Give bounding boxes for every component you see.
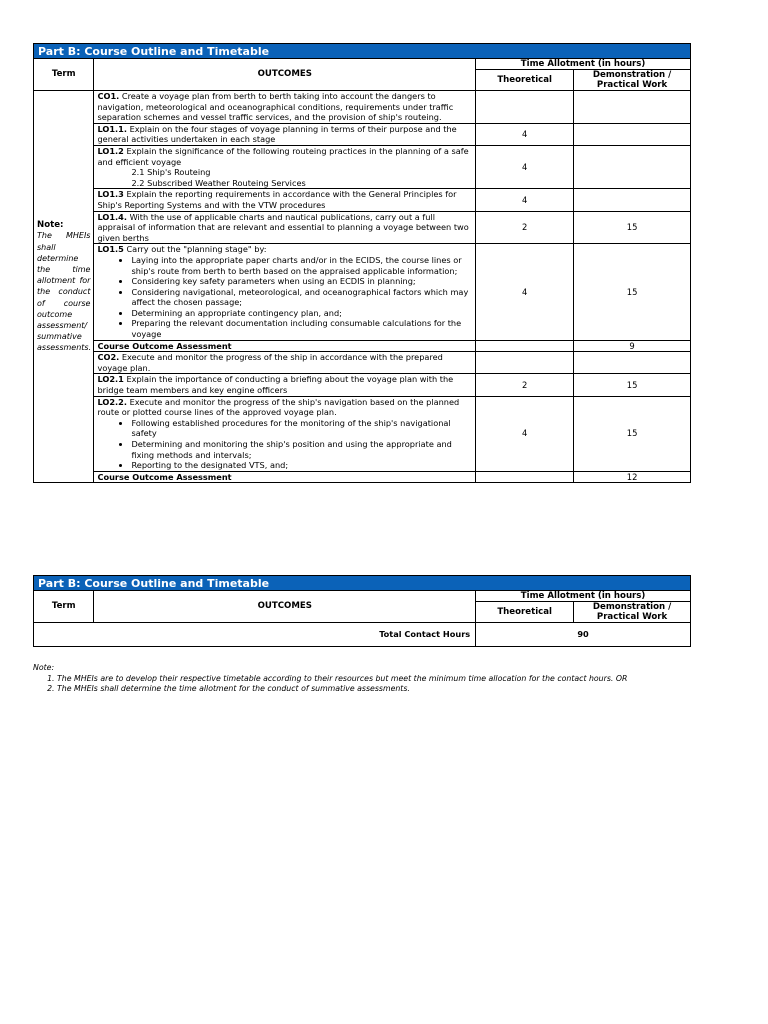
term-note-label: Note: [37, 219, 64, 230]
outcome-code: LO1.3 [97, 189, 124, 200]
outcome-cell [94, 91, 476, 124]
table-row [34, 374, 691, 396]
theoretical-hours [476, 471, 574, 483]
outcome-text: Explain the importance of conducting a briefing about the voyage plan with the bridge team members and key engine officers [97, 374, 454, 396]
outcome-cell [94, 123, 476, 145]
outcome-cell [94, 396, 476, 471]
outcome-text: With the use of applicable charts and nautical publications, carry out a full appraisal of information that are relevant and essential to planning a voyage between two given berths [97, 211, 469, 243]
theoretical-hours: 4 [476, 123, 574, 145]
demonstration-hours: 15 [574, 244, 691, 340]
outcome-code: CO2. [97, 352, 120, 363]
theoretical-hours: 4 [476, 244, 574, 340]
total-contact-hours-value: 90 [476, 623, 691, 647]
outcome-cell [94, 244, 476, 340]
outcome-text: Create a voyage plan from berth to berth taking into account the dangers to navigation, meteorological and oceanographical conditions, requirements under traffic separation schemes and vessel traffic services, and the provision of ship's routeing. [97, 91, 454, 123]
time-allotment-header: Time Allotment (in hours) [476, 59, 691, 70]
demonstration-header: Demonstration / Practical Work [574, 602, 691, 623]
theoretical-header: Theoretical [476, 70, 574, 91]
theoretical-hours: 2 [476, 374, 574, 396]
course-outline-summary-section [33, 575, 691, 647]
outcome-cell [94, 211, 476, 244]
table-row [34, 471, 691, 483]
outcome-text: Explain the significance of the following routeing practices in the planning of a safe and efficient voyage [97, 145, 469, 167]
theoretical-hours [476, 91, 574, 124]
outcome-cell [94, 145, 476, 188]
outcome-code: LO2.1 [97, 374, 124, 385]
demonstration-hours: 12 [574, 471, 691, 483]
outcome-code: LO1.1. [97, 123, 127, 134]
footnote-label: Note: [33, 663, 55, 672]
time-allotment-header: Time Allotment (in hours) [476, 591, 691, 602]
course-outline-section [33, 43, 691, 483]
contact-hours-table [33, 590, 691, 647]
bullet-item: • Determining an appropriate contingency plan, and; [131, 308, 472, 319]
term-note-text: The MHEIs shall determine the time allotment for the conduct of course outcome assessment/ summative assessments. [37, 231, 92, 353]
table-row [34, 396, 691, 471]
table-row [34, 145, 691, 188]
footnote-list [33, 674, 693, 695]
total-row [34, 623, 691, 647]
bullet-item: • Considering navigational, meteorological, and oceanographical factors which may affect the chosen passage; [131, 287, 472, 308]
outcome-code: LO1.4. [97, 211, 127, 222]
table-row [34, 189, 691, 211]
bullet-item: • Following established procedures for the monitoring of the ship's navigational safety [131, 418, 472, 439]
footnote-item: 2. The MHEIs shall determine the time allotment for the conduct of summative assessments. [57, 684, 693, 695]
demonstration-hours: 9 [574, 340, 691, 352]
term-header: Term [34, 591, 94, 623]
table-row [34, 123, 691, 145]
table-row [34, 352, 691, 374]
outcome-text: Explain the reporting requirements in accordance with the General Principles for Ship's Reporting Systems and with the VTW procedures [97, 189, 457, 210]
table-row [34, 244, 691, 340]
outcome-text: Carry out the "planning stage" by: [126, 244, 267, 255]
bullet-item: • Laying into the appropriate paper charts and/or in the ECIDS, the course lines or ship's route from berth to berth based on the appraised applicable information; [131, 255, 472, 276]
outcome-text: Explain on the four stages of voyage planning in terms of their purpose and the general activities undertaken in each stage [97, 123, 457, 145]
outcome-text: Execute and monitor the progress of the ship's navigation based on the planned route or plotted course lines of the approved voyage plan. [97, 396, 460, 418]
theoretical-hours: 4 [476, 145, 574, 188]
bullet-item: • Preparing the relevant documentation including consumable calculations for the voyage [131, 318, 472, 339]
outcome-cell [94, 189, 476, 211]
bullet-item: • Reporting to the designated VTS, and; [131, 460, 472, 471]
section-title-banner: Part B: Course Outline and Timetable [33, 43, 691, 58]
table-row [34, 340, 691, 352]
assessment-label: Course Outcome Assessment [94, 471, 476, 483]
footnote-item: 1. The MHEIs are to develop their respective timetable according to their resources but meet the minimum time allocation for the contact hours. OR [57, 674, 693, 685]
outcome-cell [94, 352, 476, 374]
demonstration-hours [574, 352, 691, 374]
course-outline-table [33, 58, 691, 483]
table-row [34, 211, 691, 244]
sub-item: 2.2 Subscribed Weather Routeing Services [131, 177, 306, 188]
theoretical-hours: 4 [476, 189, 574, 211]
total-contact-hours-label: Total Contact Hours [34, 623, 476, 647]
section-title-banner: Part B: Course Outline and Timetable [33, 575, 691, 590]
demonstration-hours [574, 123, 691, 145]
bullet-list [97, 255, 472, 340]
term-note-cell [34, 91, 94, 483]
theoretical-hours [476, 352, 574, 374]
assessment-label: Course Outcome Assessment [94, 340, 476, 352]
outcome-cell [94, 374, 476, 396]
demonstration-hours [574, 145, 691, 188]
demonstration-hours: 15 [574, 396, 691, 471]
outcomes-header: OUTCOMES [94, 591, 476, 623]
term-header: Term [34, 59, 94, 91]
bullet-item: • Considering key safety parameters when using an ECDIS in planning; [131, 276, 472, 287]
outcomes-header: OUTCOMES [94, 59, 476, 91]
bullet-list [97, 418, 472, 471]
outcome-code: LO1.2 [97, 145, 124, 156]
demonstration-hours: 15 [574, 211, 691, 244]
outcome-text: Execute and monitor the progress of the ship in accordance with the prepared voyage plan. [97, 352, 443, 373]
theoretical-header: Theoretical [476, 602, 574, 623]
demonstration-header: Demonstration / Practical Work [574, 70, 691, 91]
bullet-item: • Determining and monitoring the ship's position and using the appropriate and fixing methods and intervals; [131, 439, 472, 460]
table-row [34, 91, 691, 124]
demonstration-hours [574, 189, 691, 211]
outcome-code: LO2.2. [97, 396, 127, 407]
theoretical-hours: 2 [476, 211, 574, 244]
footnotes [33, 663, 693, 695]
theoretical-hours [476, 340, 574, 352]
outcome-code: CO1. [97, 91, 120, 101]
theoretical-hours: 4 [476, 396, 574, 471]
demonstration-hours: 15 [574, 374, 691, 396]
sub-item: 2.1 Ship's Routeing [131, 167, 211, 178]
outcome-code: LO1.5 [97, 244, 124, 255]
demonstration-hours [574, 91, 691, 124]
